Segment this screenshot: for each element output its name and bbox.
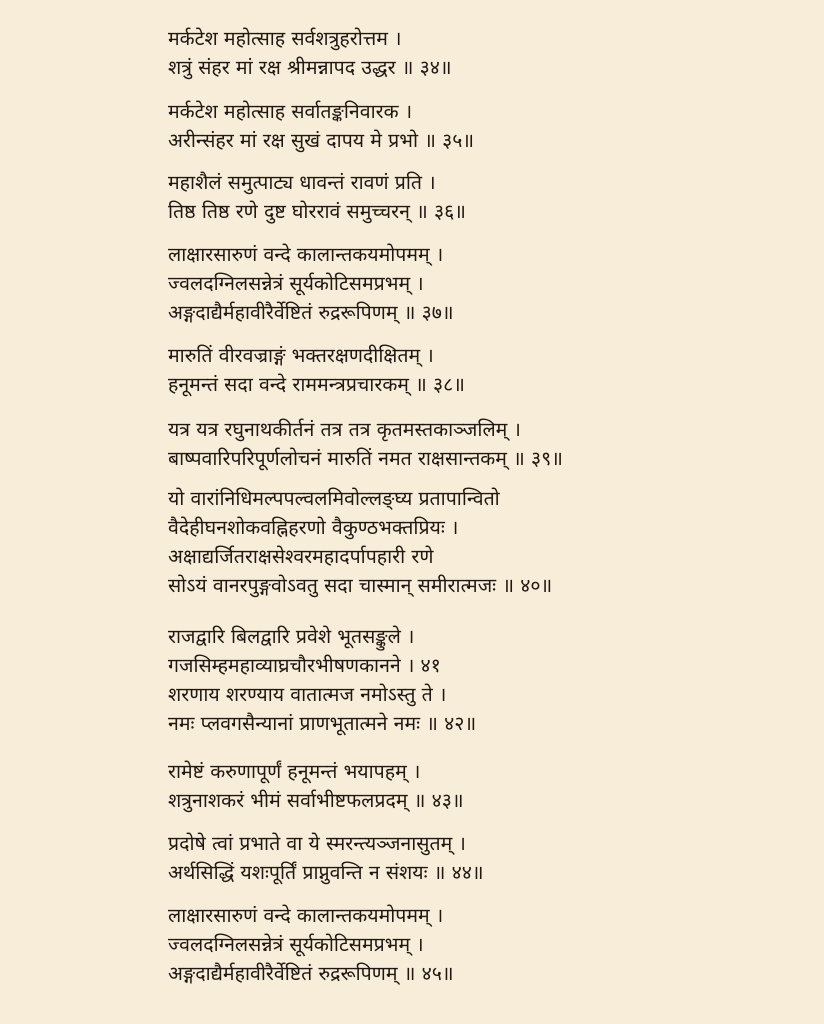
- verse-line: मारुतिं वीरवज्राङ्गं भक्तरक्षणदीक्षितम् ।: [168, 344, 434, 367]
- verse-41-42: [168, 622, 804, 738]
- verse-line: अरीन्संहर मां रक्ष सुखं दापय मे प्रभो ॥ ३५॥: [168, 129, 475, 152]
- verse-line: गजसिम्हमहाव्याघ्रचौरभीषणकानने । ४१: [168, 654, 441, 677]
- verse-line: सोऽयं वानरपुङ्गवोऽवतु सदा चास्मान् समीरात्मजः ॥ ४०॥: [168, 574, 553, 597]
- verse-line: महाशैलं समुत्पाट्य धावन्तं रावणं प्रति ।: [168, 171, 436, 194]
- verse-36: [168, 168, 804, 226]
- verse-line: मर्कटेश महोत्साह सर्वातङ्कनिवारक ।: [168, 100, 413, 123]
- verse-39: [168, 415, 804, 473]
- verse-line: ज्वलदग्निलसन्नेत्रं सूर्यकोटिसमप्रभम् ।: [168, 272, 424, 295]
- verse-line: शत्रुं संहर मां रक्ष श्रीमन्नापद उद्धर ॥ ३४॥: [168, 56, 452, 79]
- verse-line: राजद्वारि बिलद्वारि प्रवेशे भूतसङ्कुले ।: [168, 625, 415, 648]
- verse-line: लाक्षारसारुणं वन्दे कालान्तकयमोपमम् ।: [168, 904, 444, 927]
- verse-line: शत्रुनाशकरं भीमं सर्वाभीष्टफलप्रदम् ॥ ४३॥: [168, 789, 464, 812]
- verse-line: मर्कटेश महोत्साह सर्वशत्रुहरोत्तम ।: [168, 27, 402, 50]
- verse-line: नमः प्लवगसैन्यानां प्राणभूतात्मने नमः ॥ ४२॥: [168, 712, 477, 735]
- verse-line: प्रदोषे त्वां प्रभाते वा ये स्मरन्त्यञ्जनासुतम् ।: [168, 832, 466, 855]
- verse-line: लाक्षारसारुणं वन्दे कालान्तकयमोपमम् ।: [168, 243, 444, 266]
- verse-line: वैदेहीघनशोकवह्निहरणो वैकुण्ठभक्तप्रियः ।: [168, 516, 459, 539]
- verse-line: अर्थसिद्धिं यशःपूर्तिं प्राप्नुवन्ति न संशयः ॥ ४४॥: [168, 861, 484, 884]
- verse-line: ज्वलदग्निलसन्नेत्रं सूर्यकोटिसमप्रभम् ।: [168, 933, 424, 956]
- verse-line: अङ्गदाद्यैर्महावीरैर्वेष्टितं रुद्ररूपिणम् ॥ ४५॥: [168, 962, 454, 985]
- verse-38: [168, 341, 804, 399]
- verse-line: बाष्पवारिपरिपूर्णलोचनं मारुतिं नमत राक्षसान्तकम् ॥ ३९॥: [168, 447, 563, 470]
- verse-line: शरणाय शरण्याय वातात्मज नमोऽस्तु ते ।: [168, 683, 447, 706]
- verse-35: [168, 97, 804, 155]
- verse-line: तिष्ठ तिष्ठ रणे दुष्ट घोररावं समुच्चरन् ॥ ३६॥: [168, 200, 466, 223]
- verse-line: यो वारांनिधिमल्पपल्वलमिवोल्लङ्घ्य प्रतापान्वितो: [168, 487, 500, 510]
- verse-44: [168, 829, 804, 887]
- verse-line: अक्षाद्यर्जितराक्षसेश्वरमहादर्पापहारी रणे: [168, 545, 434, 568]
- verse-line: रामेष्टं करुणापूर्णं हनूमन्तं भयापहम् ।: [168, 760, 421, 783]
- verse-line: हनूमन्तं सदा वन्दे राममन्त्रप्रचारकम् ॥ ३८॥: [168, 373, 465, 396]
- verse-37: [168, 240, 804, 327]
- verse-line: यत्र यत्र रघुनाथकीर्तनं तत्र तत्र कृतमस्तकाञ्जलिम् ।: [168, 418, 521, 441]
- verse-line: अङ्गदाद्यैर्महावीरैर्वेष्टितं रुद्ररूपिणम् ॥ ३७॥: [168, 301, 454, 324]
- verse-40: [168, 484, 804, 600]
- verse-34: [168, 24, 804, 82]
- verse-43: [168, 757, 804, 815]
- verse-45: [168, 901, 804, 988]
